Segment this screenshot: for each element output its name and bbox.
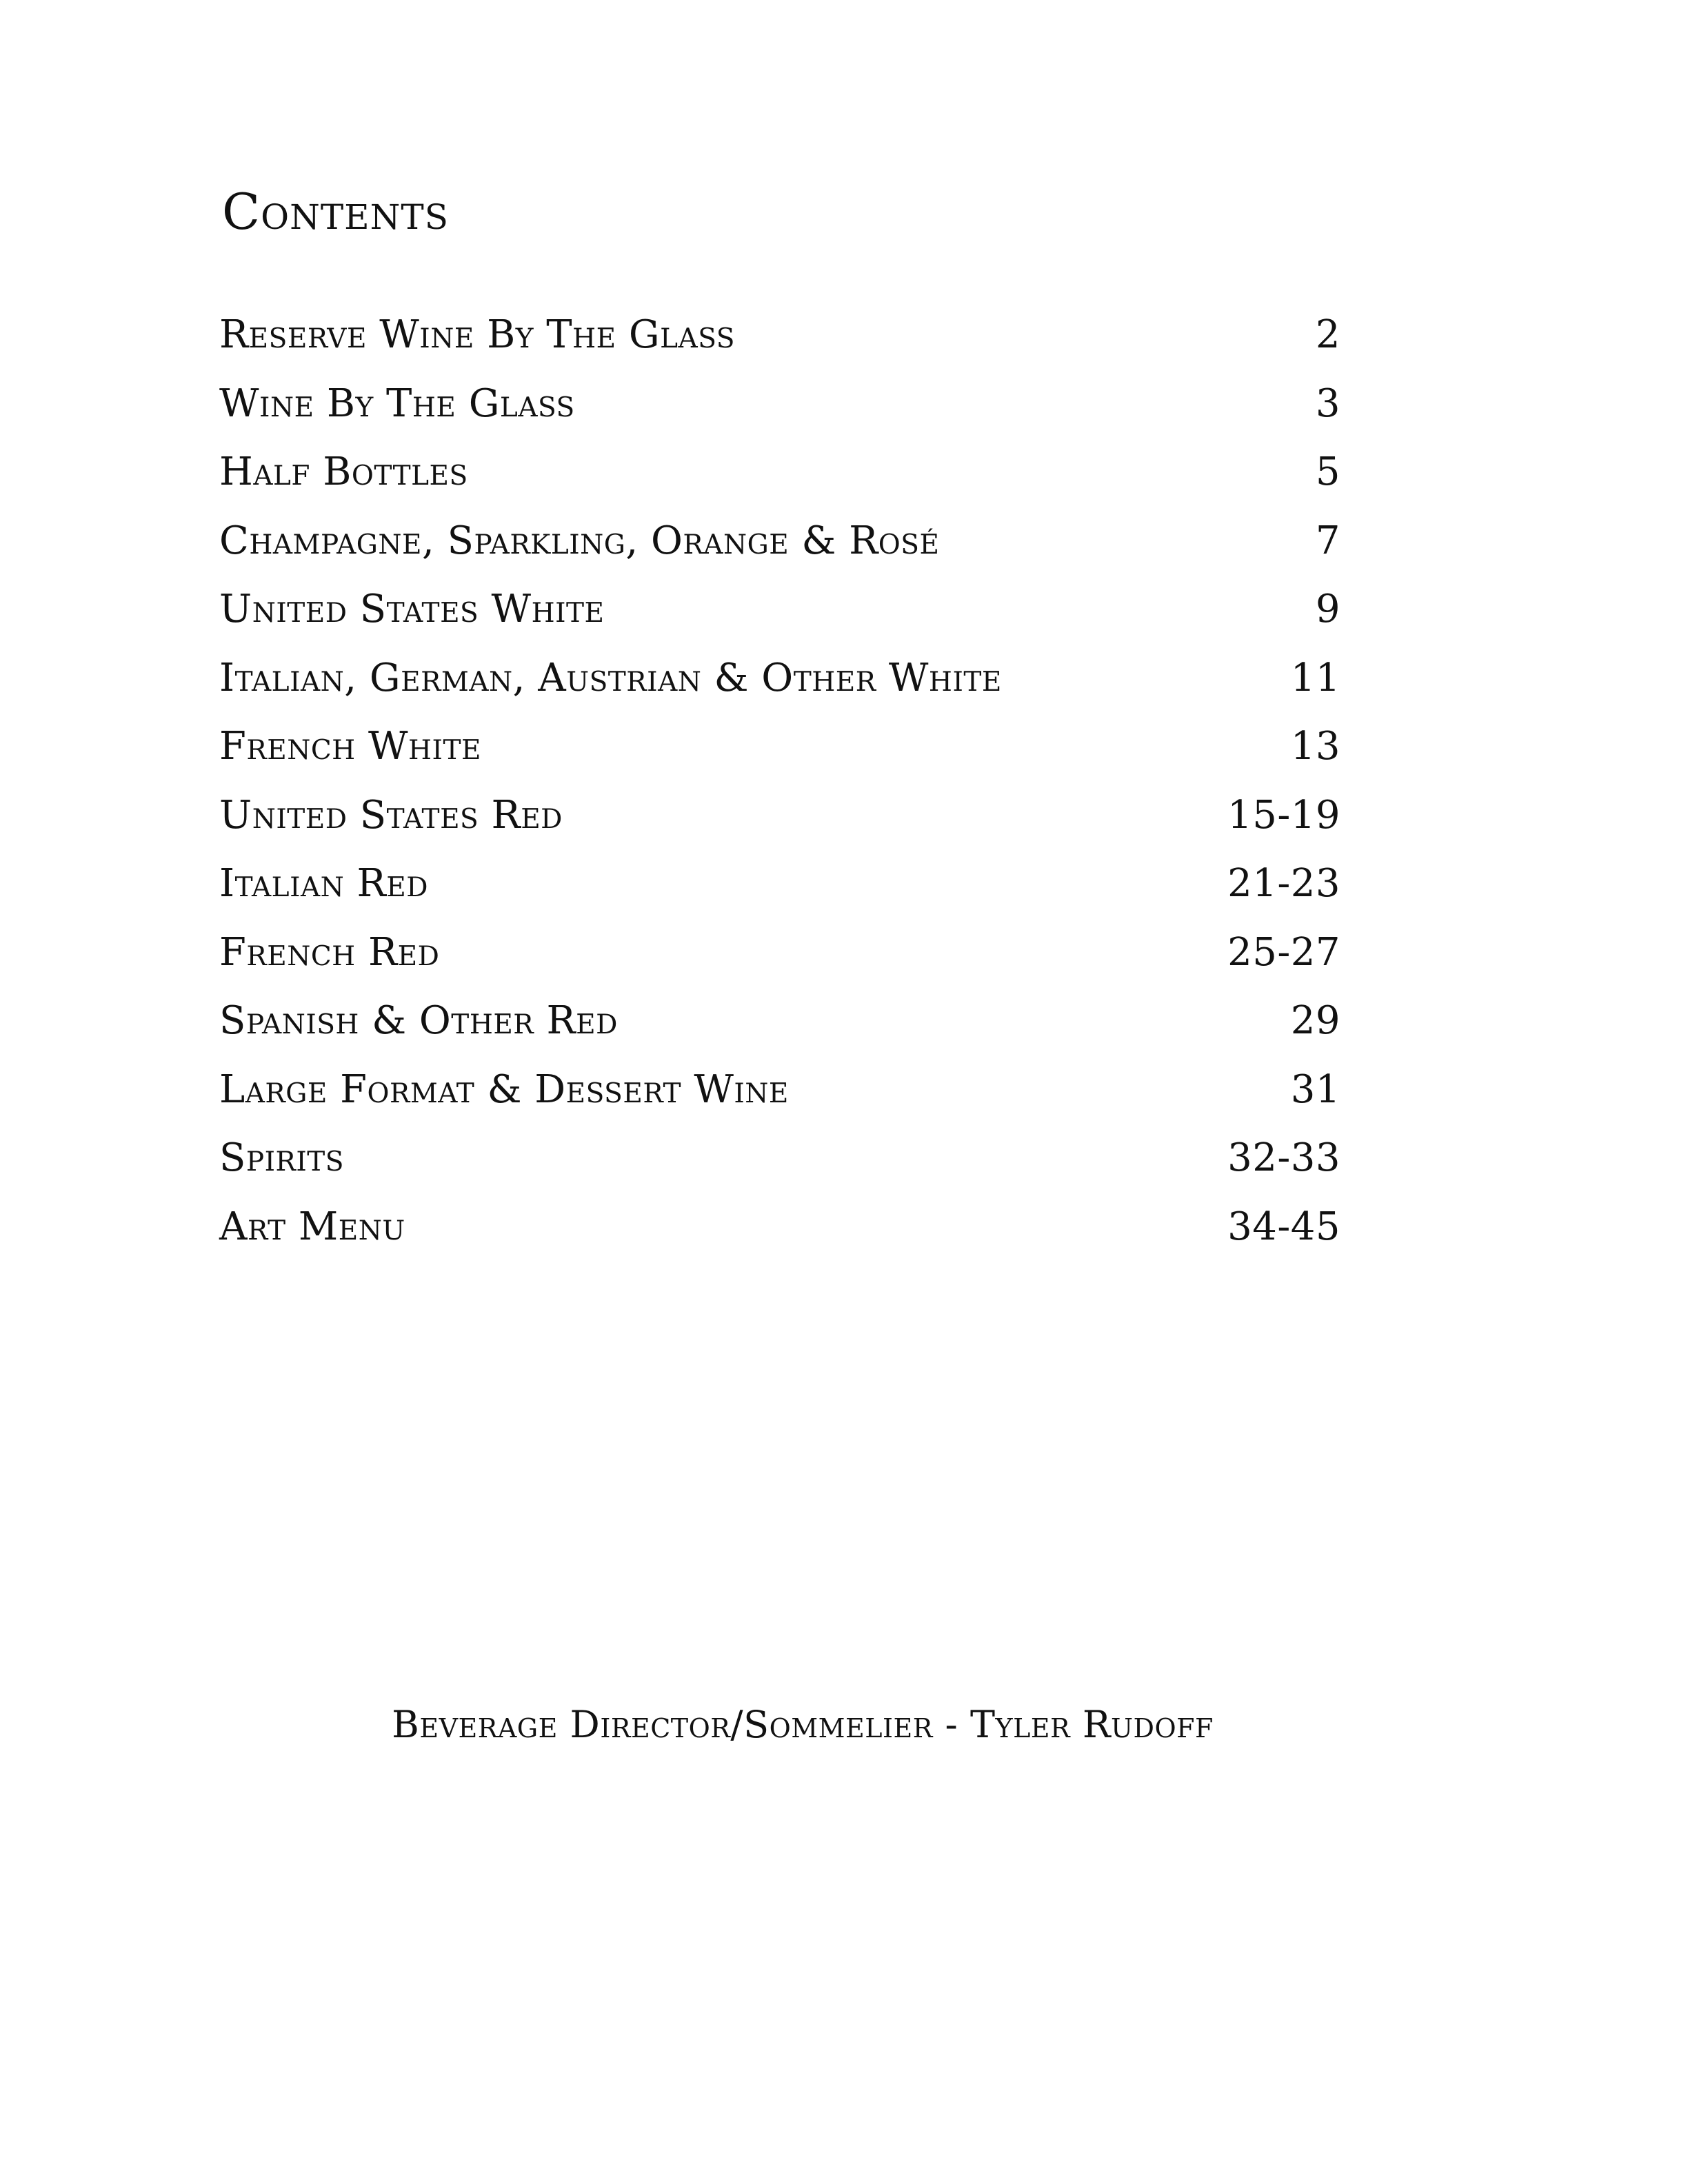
- toc-entry-label: Reserve Wine By The Glass: [219, 312, 735, 357]
- toc-entry-label: Large Format & Dessert Wine: [219, 1066, 789, 1112]
- table-of-contents: [219, 301, 1340, 1261]
- toc-entry-label: Art Menu: [219, 1204, 405, 1249]
- beverage-director-credit: Beverage Director/Sommelier - Tyler Rudoff: [392, 1703, 1214, 1746]
- toc-entry-label: United States White: [219, 587, 605, 631]
- toc-entry-page: 2: [1315, 312, 1340, 357]
- toc-entry-page: 25-27: [1227, 929, 1340, 975]
- toc-entry-label: United States Red: [219, 792, 563, 838]
- toc-entry-spanish-other-red[interactable]: [219, 987, 1340, 1055]
- toc-entry-page: 15-19: [1227, 792, 1340, 838]
- page-title: Contents: [222, 183, 450, 241]
- toc-entry-label: French Red: [219, 929, 440, 975]
- toc-entry-spirits[interactable]: [219, 1124, 1340, 1193]
- toc-entry-page: 21-23: [1227, 861, 1340, 906]
- toc-entry-page: 9: [1315, 587, 1340, 631]
- toc-entry-page: 13: [1290, 724, 1340, 769]
- toc-entry-label: Half Bottles: [219, 449, 468, 494]
- toc-entry-page: 34-45: [1227, 1204, 1340, 1249]
- toc-entry-label: Champagne, Sparkling, Orange & Rosé: [219, 518, 940, 563]
- toc-entry-page: 31: [1290, 1066, 1340, 1112]
- toc-entry-italian-german-austrian-other-white[interactable]: [219, 644, 1340, 713]
- toc-entry-italian-red[interactable]: [219, 849, 1340, 918]
- toc-entry-page: 32-33: [1227, 1135, 1340, 1180]
- toc-entry-label: French White: [219, 724, 481, 769]
- toc-entry-label: Spanish & Other Red: [219, 998, 618, 1043]
- toc-entry-reserve-wine-by-the-glass[interactable]: [219, 301, 1340, 370]
- toc-entry-label: Wine By The Glass: [219, 381, 575, 426]
- toc-entry-page: 3: [1315, 381, 1340, 426]
- toc-entry-wine-by-the-glass[interactable]: [219, 370, 1340, 438]
- toc-entry-united-states-white[interactable]: [219, 575, 1340, 644]
- toc-entry-label: Italian, German, Austrian & Other White: [219, 655, 1002, 700]
- toc-entry-united-states-red[interactable]: [219, 781, 1340, 850]
- toc-entry-page: 7: [1315, 518, 1340, 563]
- toc-entry-label: Italian Red: [219, 861, 428, 906]
- toc-entry-page: 29: [1290, 998, 1340, 1043]
- toc-entry-champagne-sparkling-orange-rose[interactable]: [219, 507, 1340, 576]
- toc-entry-art-menu[interactable]: [219, 1193, 1340, 1262]
- toc-entry-large-format-dessert-wine[interactable]: [219, 1055, 1340, 1124]
- toc-entry-page: 5: [1315, 449, 1340, 494]
- toc-entry-half-bottles[interactable]: [219, 438, 1340, 507]
- toc-entry-french-red[interactable]: [219, 918, 1340, 987]
- toc-entry-page: 11: [1290, 655, 1340, 700]
- toc-entry-label: Spirits: [219, 1135, 345, 1180]
- toc-entry-french-white[interactable]: [219, 712, 1340, 781]
